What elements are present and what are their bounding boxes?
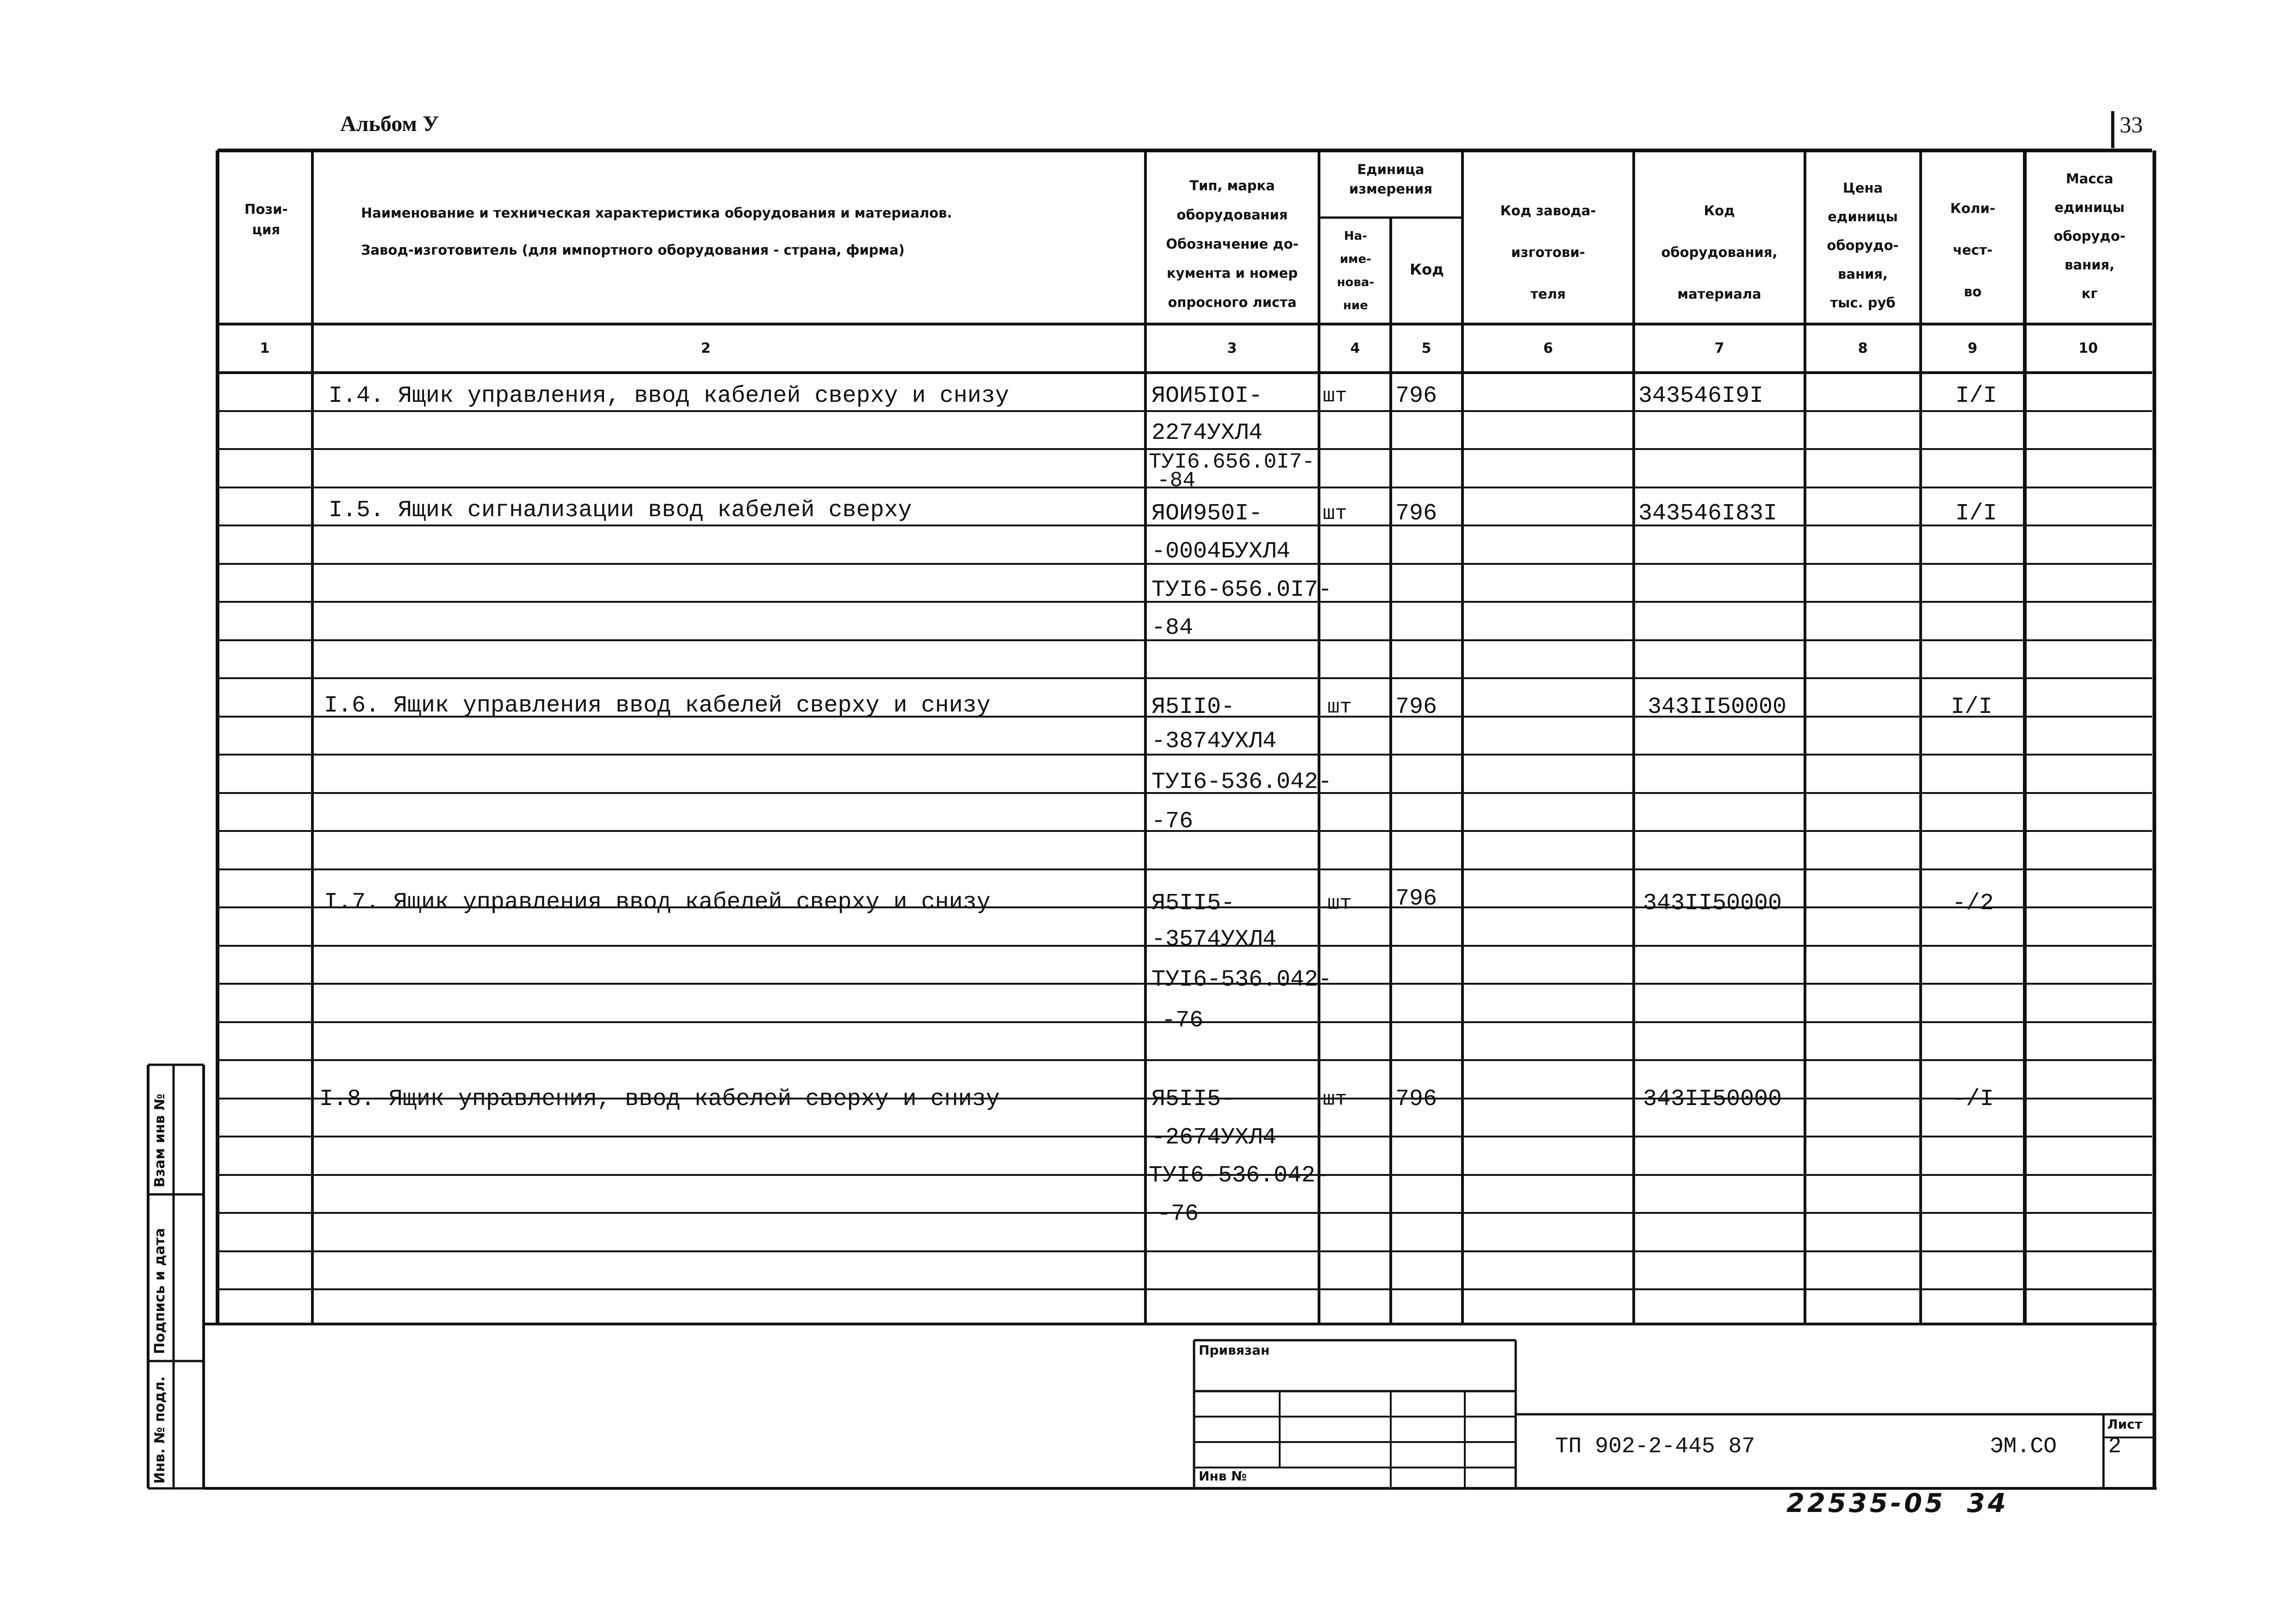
column-number: 10 [2078, 340, 2098, 356]
item-type: ЯОИ5IOI- [1151, 383, 1263, 409]
header-col3: Тип, марка оборудования Обозначение до- кумента и номер опросного листа [1166, 178, 1299, 310]
header-col6: Код завода- изготови- теля [1500, 203, 1596, 302]
item-type: -3574УХЛ4 [1151, 926, 1277, 953]
column-number: 3 [1227, 340, 1237, 356]
page-number: 33 [2120, 112, 2143, 137]
item-type: Я5II5- [1151, 1086, 1235, 1112]
item-qty: -/2 [1952, 890, 1994, 917]
item-unit-code: 796 [1395, 694, 1437, 720]
item-type: ТУI6-536.042- [1149, 1162, 1330, 1189]
item-equip-code: 343II50000 [1643, 1086, 1782, 1112]
header-unit-group: Единица измерения [1349, 162, 1432, 197]
stamp-mark: ЭМ.СО [1990, 1434, 2057, 1459]
item-type: 2274УХЛ4 [1151, 420, 1263, 446]
footer-handwritten-number: 22535-05 [1786, 1488, 1946, 1518]
stamp-inv-no: Инв № [1199, 1468, 1247, 1484]
item-equip-code: 343546I9I [1638, 383, 1764, 409]
item-type: ЯОИ950I- [1151, 500, 1263, 527]
item-equip-code: 343546I83I [1638, 500, 1778, 527]
item-unit: шт [1323, 385, 1347, 408]
header-col7: Код оборудования, материала [1661, 203, 1778, 302]
item-type: -3874УХЛ4 [1151, 728, 1277, 755]
item-qty: I/I [1955, 500, 1997, 527]
item-name: I.7. Ящик управления ввод кабелей сверху и снизу [324, 889, 991, 916]
stamp-doc-code: ТП 902-2-445 87 [1555, 1434, 1755, 1459]
item-type: Я5II0- [1151, 694, 1235, 720]
stamp-sheet-no: 2 [2108, 1434, 2122, 1459]
side-label-vzam: Взам инв № [152, 1093, 168, 1187]
header-col10: Масса единицы оборудо- вания, кг [2053, 171, 2126, 301]
header-col9: Коли- чест- во [1950, 200, 1996, 300]
item-unit: шт [1323, 1088, 1347, 1111]
header-col5: Код [1410, 261, 1444, 278]
stamp-privyazan: Привязан [1199, 1343, 1270, 1358]
item-qty: I/I [1955, 383, 1997, 409]
item-type: ТУI6-536.042- [1151, 967, 1332, 993]
item-type: ТУI6-656.0I7- [1151, 577, 1332, 603]
side-label-podpis: Подпись и дата [152, 1228, 168, 1354]
item-name: I.6. Ящик управления ввод кабелей сверху и снизу [324, 693, 991, 719]
column-number: 1 [260, 340, 270, 356]
item-unit: шт [1327, 892, 1352, 915]
item-type: ТУI6-536.042- [1151, 769, 1332, 795]
item-type: -76 [1151, 808, 1194, 835]
side-label-inv: Инв. № подл. [152, 1376, 168, 1484]
column-number: 9 [1967, 340, 1978, 356]
column-number: 6 [1543, 340, 1553, 356]
item-equip-code: 343II50000 [1648, 694, 1787, 720]
item-unit-code: 796 [1395, 886, 1437, 912]
header-col4: На- име- нова- ние [1337, 229, 1375, 312]
column-number: 7 [1714, 340, 1724, 356]
item-unit-code: 796 [1395, 383, 1437, 409]
column-number: 2 [701, 340, 711, 356]
item-unit: шт [1327, 696, 1352, 719]
footer-page: 34 [1967, 1488, 2009, 1518]
stamp-sheet-label: Лист [2107, 1417, 2142, 1432]
item-type: -84 [1157, 468, 1195, 493]
column-number: 5 [1421, 340, 1431, 356]
column-number: 8 [1858, 340, 1868, 356]
item-unit: шт [1323, 502, 1347, 525]
item-type: -76 [1157, 1201, 1199, 1227]
item-name: I.5. Ящик сигнализации ввод кабелей сверху [329, 497, 912, 524]
column-number: 4 [1350, 340, 1360, 356]
item-type: -76 [1162, 1007, 1204, 1034]
item-equip-code: 343II50000 [1643, 890, 1782, 917]
item-name: I.4. Ящик управления, ввод кабелей сверху и снизу [329, 383, 1009, 409]
item-unit-code: 796 [1395, 500, 1437, 527]
header-col1: Пози- ция [244, 201, 288, 237]
item-name: I.8. Ящик управления, ввод кабелей сверху и снизу [319, 1086, 1000, 1112]
album-label: Альбом У [340, 112, 439, 136]
header-col8: Цена единицы оборудо- вания, тыс. руб [1827, 180, 1899, 311]
item-type: -0004БУХЛ4 [1151, 538, 1291, 565]
header-col2: Наименование и техническая характеристика оборудования и материалов. Завод-изготовитель (для импортного оборудования - страна, фирма) [361, 205, 952, 258]
item-type: -84 [1151, 615, 1194, 641]
item-qty: -/I [1952, 1086, 1994, 1112]
item-qty: I/I [1951, 694, 1993, 720]
item-type: ТУI6.656.0I7- [1149, 450, 1315, 474]
item-type: Я5II5- [1151, 890, 1235, 917]
item-unit-code: 796 [1395, 1086, 1437, 1112]
item-type: -2674УХЛ4 [1151, 1124, 1277, 1151]
